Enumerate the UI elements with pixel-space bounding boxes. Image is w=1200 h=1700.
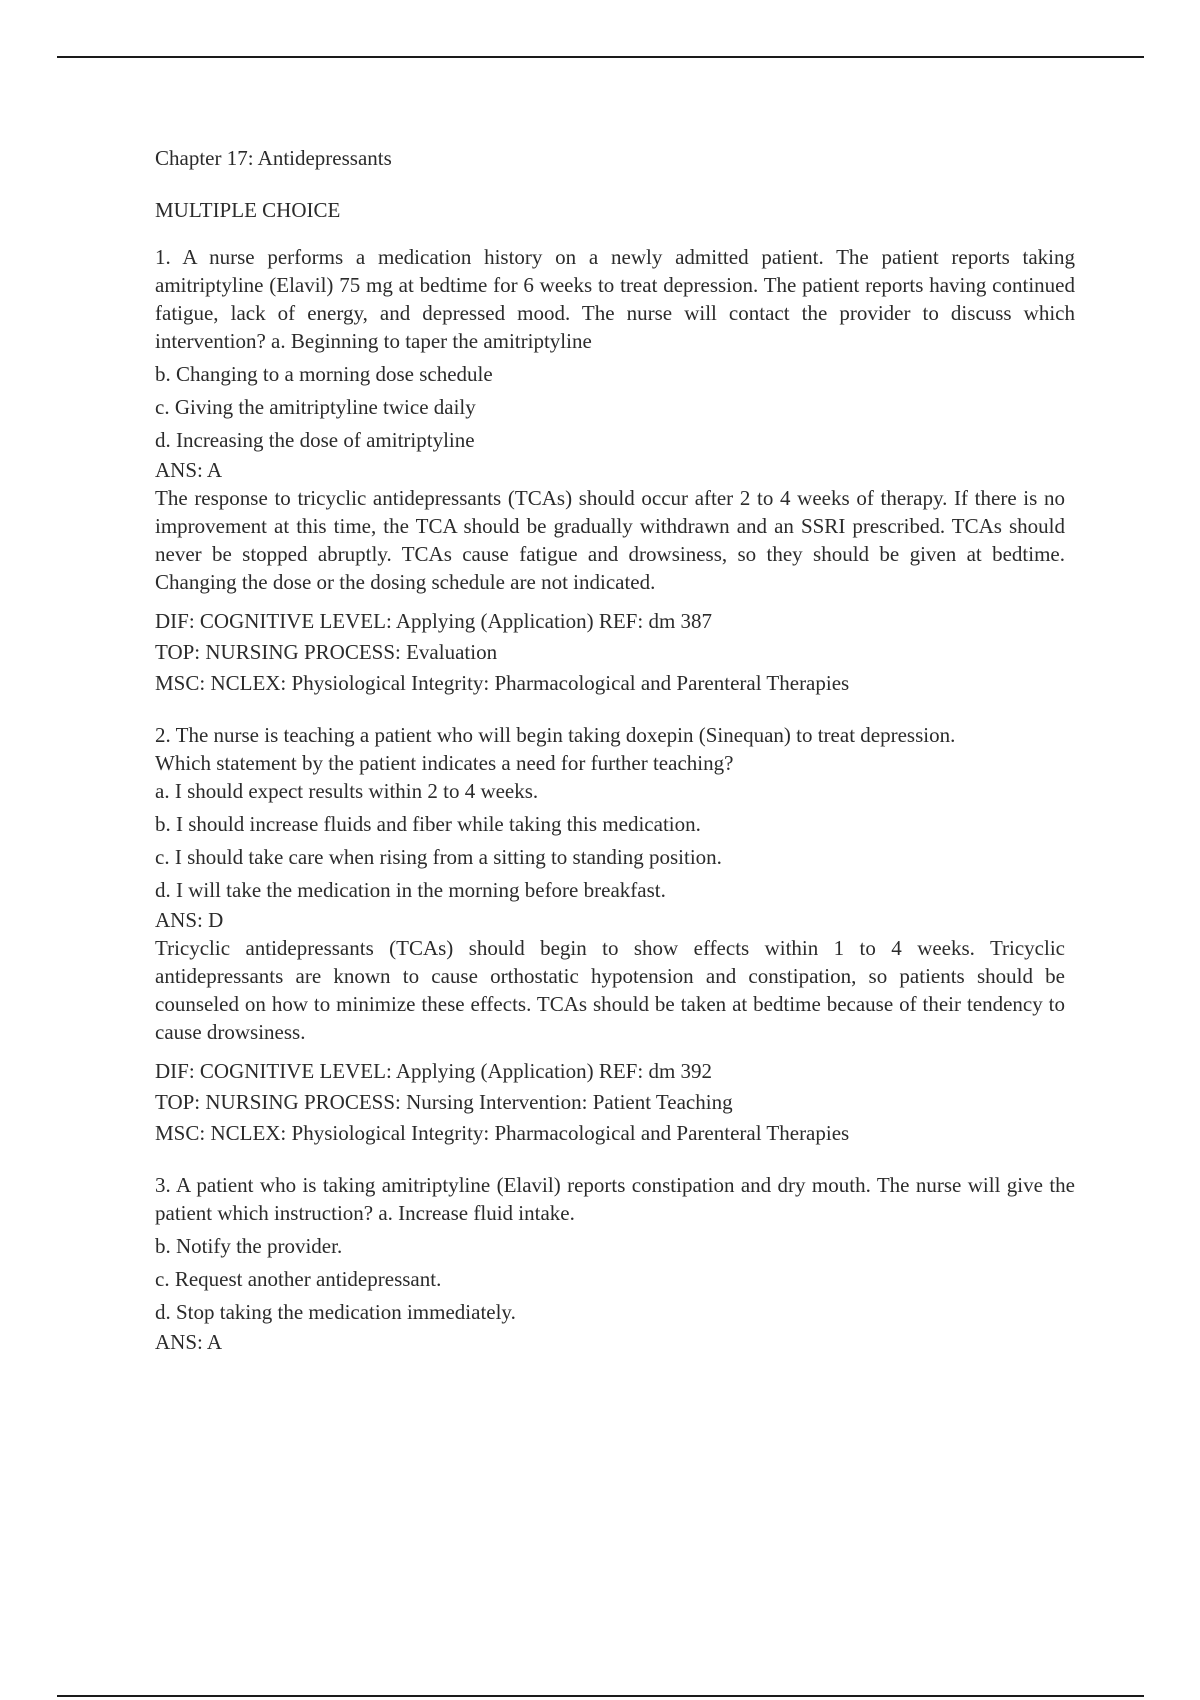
question-stem-continued: Which statement by the patient indicates a need for further teaching? <box>155 751 734 775</box>
answer-option-d: d. I will take the medication in the morning before breakfast. <box>155 878 666 902</box>
header-rule <box>57 56 1144 58</box>
answer-option-b: b. Changing to a morning dose schedule <box>155 362 493 386</box>
question-3 <box>155 1171 1075 1356</box>
question-1 <box>155 243 1075 699</box>
answer-key: ANS: D <box>155 908 224 932</box>
answer-option-a: a. I should expect results within 2 to 4 weeks. <box>155 779 539 803</box>
question-stem: 2. The nurse is teaching a patient who will begin taking doxepin (Sinequan) to treat depression. <box>155 723 956 747</box>
meta-topic: TOP: NURSING PROCESS: Evaluation <box>155 640 498 664</box>
document-body <box>155 144 1075 1378</box>
answer-option-b: b. Notify the provider. <box>155 1234 343 1258</box>
answer-option-b: b. I should increase fluids and fiber while taking this medication. <box>155 812 701 836</box>
footer-rule <box>57 1695 1144 1697</box>
answer-option-d: d. Increasing the dose of amitriptyline <box>155 428 475 452</box>
answer-option-c: c. Request another antidepressant. <box>155 1267 442 1291</box>
answer-option-c: c. Giving the amitriptyline twice daily <box>155 395 476 419</box>
rationale: The response to tricyclic antidepressants (TCAs) should occur after 2 to 4 weeks of therapy. If there is no improvement at this time, the TCA should be gradually withdrawn and an SSRI prescribed. TCAs should never be stopped abruptly. TCAs cause fatigue and drowsiness, so they should be given at bedtime. Changing the dose or the dosing schedule are not indicated. <box>155 486 1065 594</box>
answer-option-c: c. I should take care when rising from a sitting to standing position. <box>155 845 722 869</box>
meta-msc: MSC: NCLEX: Physiological Integrity: Pharmacological and Parenteral Therapies <box>155 671 850 695</box>
answer-key: ANS: A <box>155 1330 223 1354</box>
section-title: MULTIPLE CHOICE <box>155 198 341 222</box>
question-stem: 1. A nurse performs a medication history on a newly admitted patient. The patient reports taking amitriptyline (Elavil) 75 mg at bedtime for 6 weeks to treat depression. The patient reports having continued fatigue, lack of energy, and depressed mood. The nurse will contact the provider to discuss which intervention? a. Beginning to taper the amitriptyline <box>155 245 1075 353</box>
meta-difficulty: DIF: COGNITIVE LEVEL: Applying (Application) REF: dm 392 <box>155 1059 713 1083</box>
meta-difficulty: DIF: COGNITIVE LEVEL: Applying (Application) REF: dm 387 <box>155 609 713 633</box>
answer-option-d: d. Stop taking the medication immediately. <box>155 1300 516 1324</box>
answer-key: ANS: A <box>155 458 223 482</box>
meta-topic: TOP: NURSING PROCESS: Nursing Intervention: Patient Teaching <box>155 1090 733 1114</box>
chapter-title: Chapter 17: Antidepressants <box>155 146 392 170</box>
rationale: Tricyclic antidepressants (TCAs) should begin to show effects within 1 to 4 weeks. Tricyclic antidepressants are known to cause orthostatic hypotension and constipation, so patients should be counseled on how to minimize these effects. TCAs should be taken at bedtime because of their tendency to cause drowsiness. <box>155 936 1065 1044</box>
meta-msc: MSC: NCLEX: Physiological Integrity: Pharmacological and Parenteral Therapies <box>155 1121 850 1145</box>
question-2 <box>155 721 1075 1149</box>
question-stem: 3. A patient who is taking amitriptyline (Elavil) reports constipation and dry mouth. The nurse will give the patient which instruction? a. Increase fluid intake. <box>155 1173 1075 1225</box>
